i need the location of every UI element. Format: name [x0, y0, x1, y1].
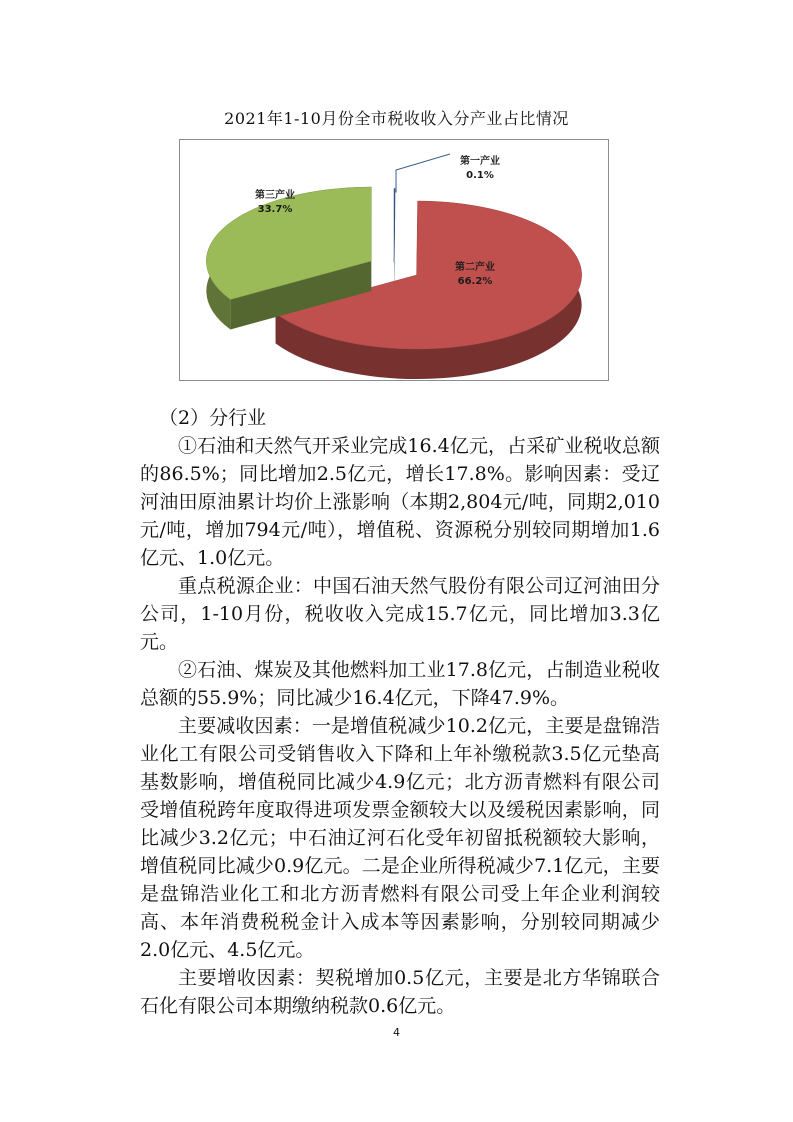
- section-heading: （2）分行业: [159, 407, 267, 429]
- pie-slice-1: [394, 189, 395, 293]
- slice-category-label: 第一产业: [460, 156, 500, 167]
- slice-category-label: 第二产业: [455, 262, 495, 273]
- slice-value-label: 0.1%: [466, 170, 494, 181]
- pie-chart-canvas: [180, 140, 608, 380]
- chart-title: 2021年1-10月份全市税收收入分产业占比情况: [224, 109, 569, 128]
- paragraph-3: ②石油、煤炭及其他燃料加工业17.8亿元，占制造业税收总额的55.9%；同比减少16.4亿元，下降47.9%。: [140, 659, 660, 709]
- leader-line: [396, 154, 450, 193]
- body-text: [140, 404, 660, 1020]
- paragraph-5: 主要增收因素：契税增加0.5亿元，主要是北方华锦联合石化有限公司本期缴纳税款0.6亿元。: [140, 967, 660, 1017]
- pie-chart: [179, 139, 609, 381]
- slice-category-label: 第三产业: [255, 190, 295, 201]
- slice-value-label: 33.7%: [257, 204, 293, 215]
- paragraph-1: ①石油和天然气开采业完成16.4亿元，占采矿业税收总额的86.5%；同比增加2.5亿元，增长17.8%。影响因素：受辽河油田原油累计均价上涨影响（本期2,804元/吨，同期2,010元/吨，增加794元/吨），增值税、资源税分别较同期增加1.6亿元、1.0亿元。: [140, 435, 660, 569]
- slice-value-label: 66.2%: [457, 276, 493, 287]
- page-number: 4: [393, 1026, 400, 1039]
- paragraph-2: 重点税源企业：中国石油天然气股份有限公司辽河油田分公司，1-10月份，税收收入完成15.7亿元，同比增加3.3亿元。: [140, 575, 660, 653]
- paragraph-4: 主要减收因素：一是增值税减少10.2亿元，主要是盘锦浩业化工有限公司受销售收入下降和上年补缴税款3.5亿元垫高基数影响，增值税同比减少4.9亿元；北方沥青燃料有限公司受增值税跨年度取得进项发票金额较大以及缓税因素影响，同比减少3.2亿元；中石油辽河石化受年初留抵税额较大影响，增值税同比减少0.9亿元。二是企业所得税减少7.1亿元，主要是盘锦浩业化工和北方沥青燃料有限公司受上年企业利润较高、本年消费税税金计入成本等因素影响，分别较同期减少2.0亿元、4.5亿元。: [140, 715, 660, 961]
